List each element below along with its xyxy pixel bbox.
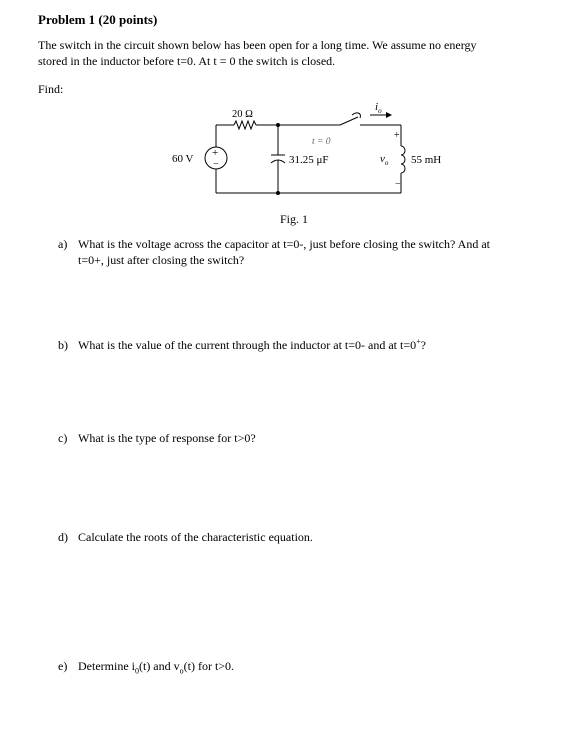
question-d-label: d)	[58, 530, 68, 544]
resistor-label: 20 Ω	[232, 109, 253, 120]
inductor-label: 55 mH	[411, 154, 442, 166]
question-c	[58, 431, 256, 447]
capacitor-label: 31.25 μF	[289, 154, 329, 166]
voltage-minus: −	[395, 179, 401, 190]
current-arrow-head	[386, 112, 392, 118]
current-label: $i_o$	[375, 101, 382, 115]
voltage-plus: +	[394, 130, 400, 141]
question-c-label: c)	[58, 431, 68, 445]
figure-caption: Fig. 1	[280, 212, 309, 226]
question-b-sup: +	[416, 337, 421, 346]
question-e-sub-1: 0	[134, 666, 139, 676]
intro-line-2: stored in the inductor before t=0. At t = 0 the switch is closed.	[38, 54, 336, 68]
intro-line-1: The switch in the circuit shown below has been open for a long time. We assume no energy	[38, 38, 477, 52]
question-e-label: e)	[58, 659, 68, 673]
node-top	[276, 123, 280, 127]
question-a-line-2: t=0+, just after closing the switch?	[78, 252, 245, 267]
question-e-sub-2: o	[179, 666, 184, 676]
question-a-line-1: What is the voltage across the capacitor at t=0-, just before closing the switch? And at	[78, 237, 490, 251]
question-a-label: a)	[58, 237, 68, 251]
question-e	[58, 659, 234, 679]
source-label: 60 V	[172, 153, 194, 165]
source-plus: +	[212, 147, 219, 159]
voltage-label: $v_o$	[380, 153, 389, 167]
resistor-symbol	[234, 121, 256, 129]
node-bottom	[276, 191, 280, 195]
question-e-part-1: Determine i	[78, 659, 135, 673]
question-e-part-3: (t) for t>0.	[183, 659, 235, 673]
question-a	[58, 237, 490, 268]
question-d	[58, 530, 313, 546]
inductor-symbol	[401, 146, 405, 173]
question-b-label: b)	[58, 338, 68, 352]
source-minus: −	[213, 159, 219, 170]
question-b	[58, 334, 426, 354]
question-c-text: What is the type of response for t>0?	[78, 431, 256, 445]
question-d-text: Calculate the roots of the characteristic equation.	[78, 530, 313, 544]
question-b-end: ?	[420, 338, 426, 352]
circuit-diagram	[150, 98, 470, 208]
switch-time-label: t = 0	[312, 137, 331, 147]
question-b-text: What is the value of the current through the inductor at t=0- and at t=0	[78, 338, 417, 352]
switch-blade	[340, 117, 358, 125]
find-label: Find:	[38, 82, 64, 96]
question-e-part-2: (t) and v	[138, 659, 180, 673]
switch-arrow	[352, 113, 360, 118]
problem-title: Problem 1 (20 points)	[38, 12, 158, 27]
